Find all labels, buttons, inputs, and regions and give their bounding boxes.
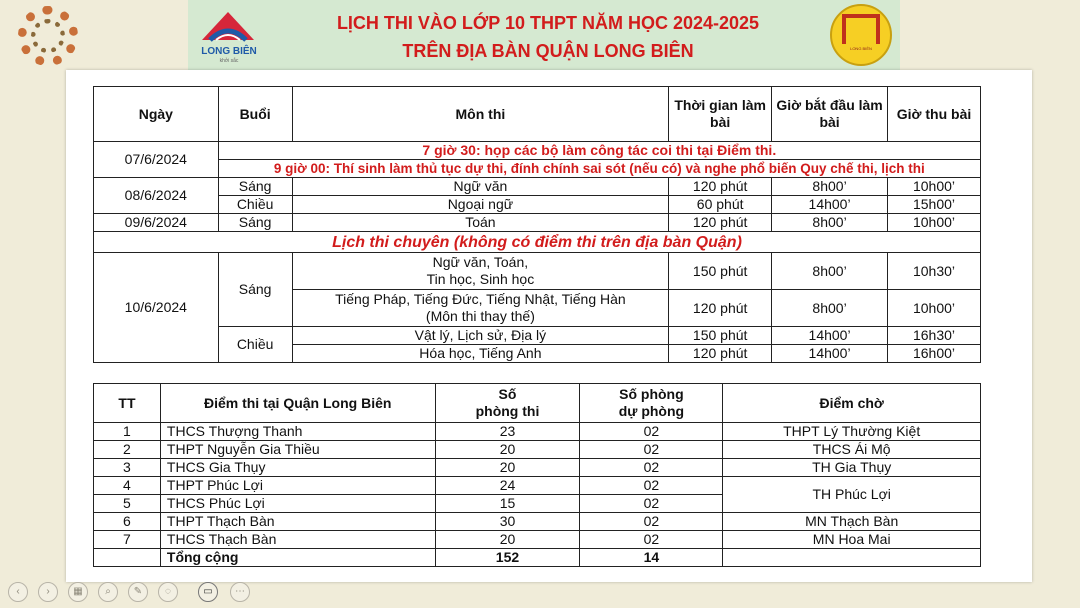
schedule-header-row: [94, 87, 981, 142]
session-cell: Sáng: [218, 178, 292, 196]
subject-line: Ngữ văn, Toán,: [432, 254, 529, 270]
no-cell: 5: [94, 495, 161, 513]
prev-slide-button[interactable]: ‹: [8, 582, 28, 602]
table-row: [94, 441, 981, 459]
specialized-banner: Lịch thi chuyên (không có điểm thi trên địa bàn Quận): [94, 232, 981, 253]
collect-cell: 10h00’: [888, 178, 981, 196]
col-site-header: Điểm thi tại Quận Long Biên: [160, 384, 435, 423]
table-row: [94, 253, 981, 290]
table-row: [94, 160, 981, 178]
next-slide-button[interactable]: ›: [38, 582, 58, 602]
table-row: [94, 196, 981, 214]
col-date-header: Ngày: [94, 87, 219, 142]
table-row: [94, 513, 981, 531]
no-cell: 3: [94, 459, 161, 477]
rooms-cell: 23: [435, 423, 580, 441]
session-cell: Chiều: [218, 196, 292, 214]
session-cell: Sáng: [218, 253, 292, 327]
total-row: [94, 549, 981, 567]
total-reserve: 14: [580, 549, 723, 567]
reserve-cell: 02: [580, 441, 723, 459]
no-cell: 2: [94, 441, 161, 459]
duration-cell: 120 phút: [669, 178, 772, 196]
no-cell: 4: [94, 477, 161, 495]
reserve-cell: 02: [580, 531, 723, 549]
waiting-cell: TH Phúc Lợi: [723, 477, 981, 513]
table-row: [94, 459, 981, 477]
duration-cell: 60 phút: [669, 196, 772, 214]
page-title-line2: TRÊN ĐỊA BÀN QUẬN LONG BIÊN: [402, 41, 694, 61]
gate-icon: [842, 14, 880, 44]
col-waiting-header: Điểm chờ: [723, 384, 981, 423]
waiting-cell: THPT Lý Thường Kiệt: [723, 423, 981, 441]
page-title-line1: LỊCH THI VÀO LỚP 10 THPT NĂM HỌC 2024-2025: [336, 13, 760, 33]
col-subject-header: Môn thi: [292, 87, 669, 142]
rooms-cell: 24: [435, 477, 580, 495]
duration-cell: 150 phút: [669, 327, 772, 345]
table-row: [94, 232, 981, 253]
subject-cell: [292, 253, 669, 290]
table-row: [94, 477, 981, 495]
subject-cell: Ngoại ngữ: [292, 196, 669, 214]
subject-cell: Toán: [292, 214, 669, 232]
reserve-cell: 02: [580, 477, 723, 495]
waiting-cell: MN Thạch Bàn: [723, 513, 981, 531]
no-cell: [94, 549, 161, 567]
col-start-header: Giờ bắt đầu làm bài: [772, 87, 888, 142]
col-duration-header: Thời gian làm bài: [669, 87, 772, 142]
table-row: [94, 327, 981, 345]
seal-text: LONG BIÊN: [850, 46, 872, 51]
table-row: [94, 178, 981, 196]
start-cell: 8h00’: [772, 253, 888, 290]
long-bien-logo: [194, 4, 264, 66]
slide-canvas: [66, 70, 1032, 582]
reserve-cell: 02: [580, 459, 723, 477]
rooms-cell: 15: [435, 495, 580, 513]
subject-line: Tin học, Sinh học: [426, 271, 535, 287]
col-no-header: TT: [94, 384, 161, 423]
camera-icon[interactable]: ▭: [198, 582, 218, 602]
rooms-cell: 20: [435, 459, 580, 477]
wreath-decoration: [18, 6, 78, 66]
subject-line: Tiếng Pháp, Tiếng Đức, Tiếng Nhật, Tiếng Hàn: [335, 291, 626, 307]
table-row: [94, 214, 981, 232]
grid-view-icon[interactable]: ▦: [68, 582, 88, 602]
table-row: [94, 531, 981, 549]
col-rooms-header: Số phòng thi: [435, 384, 580, 423]
duration-cell: 120 phút: [669, 345, 772, 363]
site-cell: THPT Nguyễn Gia Thiều: [160, 441, 435, 459]
col-collect-header: Giờ thu bài: [888, 87, 981, 142]
session-cell: Sáng: [218, 214, 292, 232]
site-cell: THCS Gia Thụy: [160, 459, 435, 477]
rooms-cell: 30: [435, 513, 580, 531]
start-cell: 8h00’: [772, 214, 888, 232]
waiting-cell: MN Hoa Mai: [723, 531, 981, 549]
start-cell: 14h00’: [772, 345, 888, 363]
subject-cell: Ngữ văn: [292, 178, 669, 196]
collect-cell: 10h00’: [888, 290, 981, 327]
col-session-header: Buổi: [218, 87, 292, 142]
site-cell: THCS Thượng Thanh: [160, 423, 435, 441]
waiting-cell: [723, 549, 981, 567]
pen-icon[interactable]: ✎: [128, 582, 148, 602]
start-cell: 14h00’: [772, 327, 888, 345]
collect-cell: 16h30’: [888, 327, 981, 345]
subject-cell: [292, 290, 669, 327]
date-cell: 10/6/2024: [94, 253, 219, 363]
date-cell: 09/6/2024: [94, 214, 219, 232]
rooms-cell: 20: [435, 531, 580, 549]
session-cell: Chiều: [218, 327, 292, 363]
waiting-cell: TH Gia Thụy: [723, 459, 981, 477]
subject-cell: Vật lý, Lịch sử, Địa lý: [292, 327, 669, 345]
duration-cell: 120 phút: [669, 290, 772, 327]
no-cell: 6: [94, 513, 161, 531]
exam-schedule-table: [93, 86, 981, 363]
rooms-cell: 20: [435, 441, 580, 459]
zoom-icon[interactable]: ⌕: [98, 582, 118, 602]
collect-cell: 16h00’: [888, 345, 981, 363]
no-cell: 7: [94, 531, 161, 549]
district-seal: [830, 4, 892, 66]
site-cell: THPT Thạch Bàn: [160, 513, 435, 531]
no-cell: 1: [94, 423, 161, 441]
note-procedures: 9 giờ 00: Thí sinh làm thủ tục dự thi, đính chính sai sót (nếu có) và nghe phổ biến Quy chế thi, lịch thi: [218, 160, 980, 178]
more-options-icon[interactable]: ⋯: [230, 582, 250, 602]
waiting-cell: THCS Ái Mộ: [723, 441, 981, 459]
total-rooms: 152: [435, 549, 580, 567]
site-cell: THCS Phúc Lợi: [160, 495, 435, 513]
logo-left-subtext: khởi sắc: [219, 58, 239, 64]
collect-cell: 10h30’: [888, 253, 981, 290]
reserve-cell: 02: [580, 423, 723, 441]
site-cell: THCS Thạch Bàn: [160, 531, 435, 549]
start-cell: 14h00’: [772, 196, 888, 214]
collect-cell: 15h00’: [888, 196, 981, 214]
roof-logo-icon: [200, 6, 256, 42]
date-cell: 07/6/2024: [94, 142, 219, 178]
table-row: [94, 423, 981, 441]
exam-sites-table: [93, 383, 981, 567]
table-row: [94, 142, 981, 160]
reserve-cell: 02: [580, 495, 723, 513]
header-band: [188, 0, 900, 72]
date-cell: 08/6/2024: [94, 178, 219, 214]
duration-cell: 120 phút: [669, 214, 772, 232]
total-label: Tổng cộng: [160, 549, 435, 567]
sites-header-row: [94, 384, 981, 423]
collect-cell: 10h00’: [888, 214, 981, 232]
start-cell: 8h00’: [772, 178, 888, 196]
site-cell: THPT Phúc Lợi: [160, 477, 435, 495]
reserve-cell: 02: [580, 513, 723, 531]
subject-line: (Môn thi thay thế): [425, 308, 535, 324]
logo-left-text: LONG BIÊN: [201, 46, 257, 57]
start-cell: 8h00’: [772, 290, 888, 327]
duration-cell: 150 phút: [669, 253, 772, 290]
subject-cell: Hóa học, Tiếng Anh: [292, 345, 669, 363]
note-meeting: 7 giờ 30: họp các bộ làm công tác coi thi tại Điểm thi.: [218, 142, 980, 160]
col-reserve-header: Số phòng dự phòng: [580, 384, 723, 423]
pointer-icon[interactable]: ◌: [158, 582, 178, 602]
